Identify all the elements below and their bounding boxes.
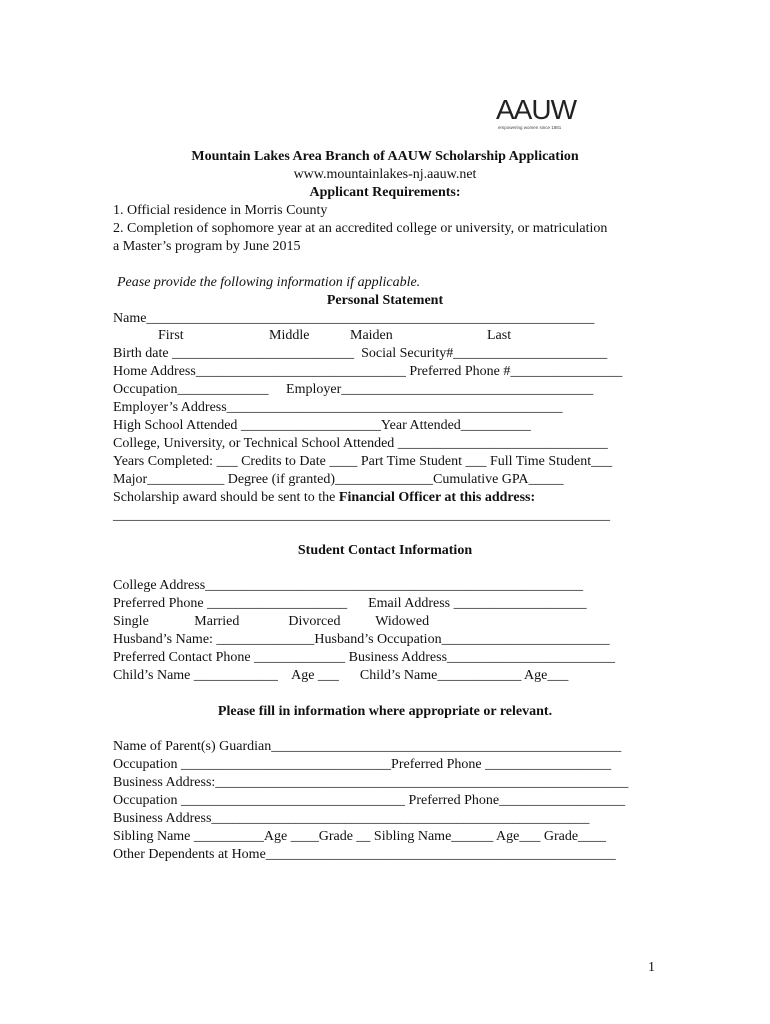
requirements-heading: Applicant Requirements: <box>309 185 461 200</box>
parent-field[interactable]: Name of Parent(s) Guardian__________________________________________________ <box>113 739 622 754</box>
intro-text: Pease provide the following information if applicable. <box>117 275 421 290</box>
preferred-phone-field[interactable]: Preferred Phone ____________________ Email Address ___________________ <box>113 596 587 611</box>
home-address-field[interactable]: Home Address______________________________ Preferred Phone #________________ <box>113 364 623 379</box>
child-field[interactable]: Child’s Name ____________ Age ___ Child’s Name____________ Age___ <box>113 668 569 683</box>
second-business-field[interactable]: Business Address______________________________________________________ <box>113 811 590 826</box>
college-field[interactable]: College, University, or Technical School Attended ______________________________ <box>113 436 608 451</box>
relevant-heading: Please fill in information where appropriate or relevant. <box>217 704 553 719</box>
marital-status-options[interactable]: Single Married Divorced Widowed <box>113 614 430 629</box>
high-school-field[interactable]: High School Attended ____________________Year Attended__________ <box>113 418 531 433</box>
middle-label: Middle <box>269 328 310 343</box>
first-label: First <box>158 328 184 343</box>
birth-date-field[interactable]: Birth date __________________________ Social Security#______________________ <box>113 346 608 361</box>
requirement-1: 1. Official residence in Morris County <box>113 203 328 218</box>
requirement-2-continued: a Master’s program by June 2015 <box>113 239 301 254</box>
aauw-logo <box>496 96 586 136</box>
parent-occupation-field[interactable]: Occupation ______________________________Preferred Phone __________________ <box>113 757 612 772</box>
years-completed-field[interactable]: Years Completed: ___ Credits to Date ____ Part Time Student ___ Full Time Student___ <box>113 454 613 469</box>
requirement-2: 2. Completion of sophomore year at an accredited college or university, or matriculation <box>113 221 608 236</box>
contact-heading: Student Contact Information <box>297 543 473 558</box>
logo-tagline: empowering women since 1881 <box>498 125 562 130</box>
other-dependents-field[interactable]: Other Dependents at Home__________________________________________________ <box>113 847 616 862</box>
page-title: Mountain Lakes Area Branch of AAUW Scholarship Application <box>191 149 579 164</box>
contact-phone-field[interactable]: Preferred Contact Phone _____________ Business Address________________________ <box>113 650 616 665</box>
award-address-field[interactable]: _______________________________________________________________________ <box>113 508 610 523</box>
second-occupation-field[interactable]: Occupation ________________________________ Preferred Phone__________________ <box>113 793 626 808</box>
college-address-field[interactable]: College Address______________________________________________________ <box>113 578 584 593</box>
occupation-field[interactable]: Occupation_____________ Employer____________________________________ <box>113 382 594 397</box>
page-number: 1 <box>648 960 655 975</box>
award-instruction <box>113 489 535 507</box>
name-field[interactable]: Name________________________________________________________________ <box>113 311 595 326</box>
parent-business-field[interactable]: Business Address:___________________________________________________________ <box>113 775 629 790</box>
award-prefix: Scholarship award should be sent to the <box>113 490 339 505</box>
husband-field[interactable]: Husband’s Name: ______________Husband’s Occupation________________________ <box>113 632 610 647</box>
maiden-label: Maiden <box>350 328 393 343</box>
employer-address-field[interactable]: Employer’s Address________________________________________________ <box>113 400 563 415</box>
sibling-field[interactable]: Sibling Name __________Age ____Grade __ Sibling Name______ Age___ Grade____ <box>113 829 607 844</box>
personal-statement-heading: Personal Statement <box>326 293 444 308</box>
award-bold: Financial Officer at this address: <box>338 490 536 505</box>
website-url: www.mountainlakes-nj.aauw.net <box>293 167 477 182</box>
major-field[interactable]: Major___________ Degree (if granted)______________Cumulative GPA_____ <box>113 472 564 487</box>
logo-text: AAUW <box>496 94 576 125</box>
last-label: Last <box>487 328 512 343</box>
